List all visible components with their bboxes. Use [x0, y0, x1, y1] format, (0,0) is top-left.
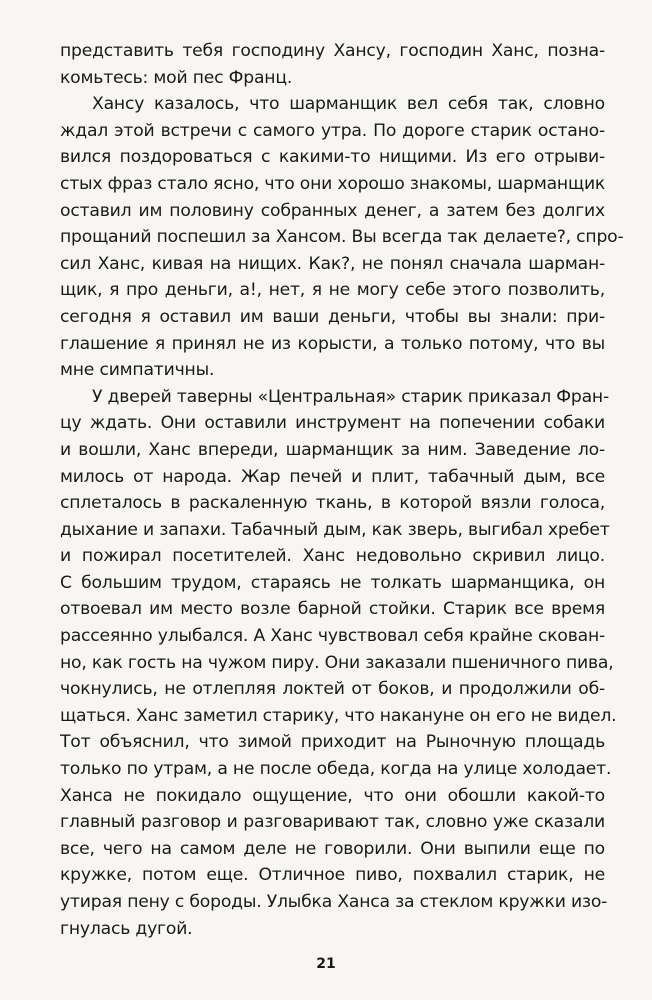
page-number: 21	[316, 956, 336, 972]
text-line: главный разговор и разговаривают так, словно уже сказали	[60, 812, 605, 833]
paragraph-2	[60, 91, 624, 384]
text-line: рассеянно улыбался. А Ханс чувствовал себя крайне скован-	[60, 626, 605, 647]
text-line: вился поздороваться с какими-то нищими. Из его отрыви-	[60, 147, 605, 168]
text-line: мне симпатичны.	[60, 360, 215, 381]
text-line: и вошли, Ханс впереди, шарманщик за ним. Заведение ло-	[60, 439, 605, 460]
text-line: представить тебя господину Хансу, господин Ханс, позна-	[60, 41, 605, 61]
text-line: гнулась дугой.	[60, 918, 193, 939]
paragraph-3	[60, 384, 617, 942]
text-line: щик, я про деньги, а!, нет, я не могу себе этого позволить,	[60, 280, 605, 301]
text-line: сил Ханс, кивая на нищих. Как?, не понял сначала шарман-	[60, 253, 605, 274]
text-line: милось от народа. Жар печей и плит, табачный дым, все	[60, 466, 605, 487]
text-line: глашение я принял не из корысти, а только потому, что вы	[60, 333, 605, 354]
text-line: комьтесь: мой пес Франц.	[60, 67, 293, 88]
text-line: дыхание и запахи. Табачный дым, как зверь, выгибал хребет	[60, 519, 610, 540]
text-line: сплеталось в раскаленную ткань, в которой вязли голоса,	[60, 493, 605, 514]
text-line: С большим трудом, стараясь не толкать шарманщика, он	[60, 572, 605, 593]
text-line: Хансу казалось, что шарманщик вел себя так, словно	[92, 94, 605, 115]
text-line: цу ждать. Они оставили инструмент на попечении собаки	[60, 413, 605, 434]
text-line: щаться. Ханс заметил старику, что накануне он его не видел.	[60, 705, 617, 726]
text-line: и пожирал посетителей. Ханс недовольно скривил лицо.	[60, 546, 605, 567]
text-line: только по утрам, а не после обеда, когда на улице холодает.	[60, 759, 612, 780]
text-line: сегодня я оставил им ваши деньги, чтобы вы знали: при-	[60, 306, 605, 327]
text-line: У дверей таверны «Центральная» старик приказал Фран-	[92, 386, 609, 407]
text-line: стых фраз стало ясно, что они хорошо знакомы, шарманщик	[60, 173, 606, 194]
text-line: чокнулись, не отлепляя локтей от боков, и продолжили об-	[60, 679, 605, 700]
text-line: оставил им половину собранных денег, а затем без долгих	[60, 200, 605, 221]
text-line: Тот объяснил, что зимой приходит на Рыночную площадь	[60, 732, 605, 753]
text-line: но, как гость на чужом пиру. Они заказали пшеничного пива,	[60, 652, 614, 673]
page-body	[60, 38, 624, 942]
text-line: отвоевал им место возле барной стойки. Старик все время	[60, 599, 605, 620]
text-line: утирая пену с бороды. Улыбка Ханса за стеклом кружки изо-	[60, 892, 608, 912]
text-line: все, чего на самом деле не говорили. Они выпили еще по	[60, 838, 605, 859]
text-line: прощаний поспешил за Хансом. Вы всегда так делаете?, спро-	[60, 227, 624, 248]
text-line: кружке, потом еще. Отличное пиво, похвалил старик, не	[60, 865, 605, 886]
paragraph-1	[60, 38, 605, 91]
text-line: ждал этой встречи с самого утра. По дороге старик остано-	[60, 120, 605, 141]
text-line: Ханса не покидало ощущение, что они обошли какой-то	[60, 785, 605, 806]
